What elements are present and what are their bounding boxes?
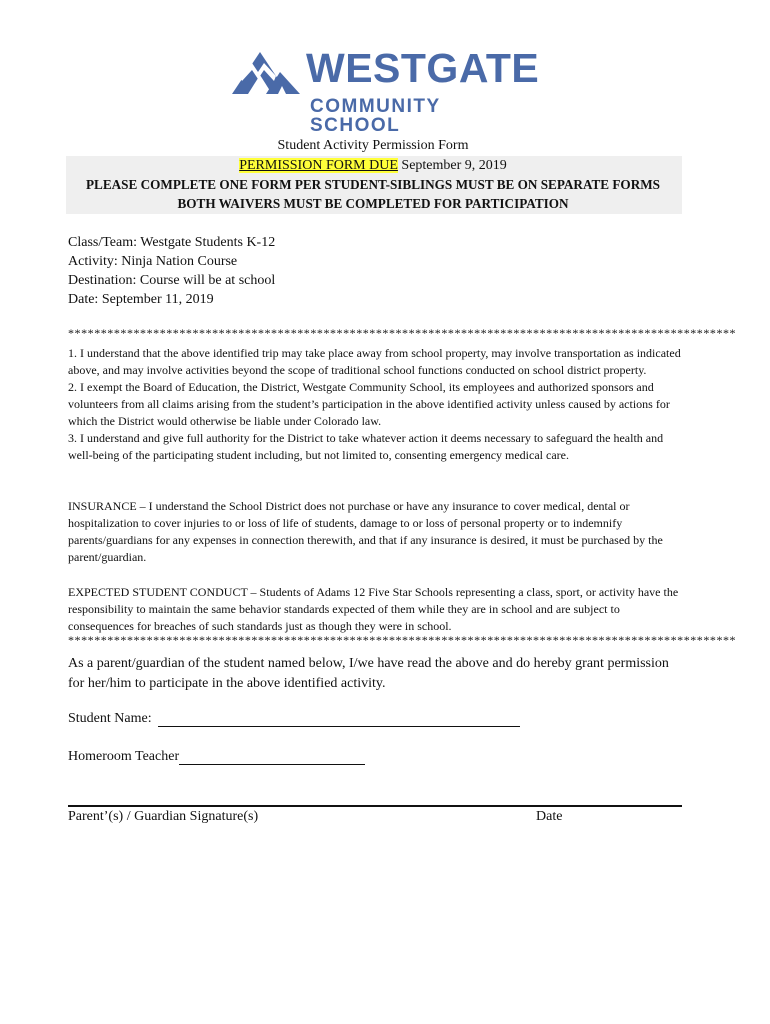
due-highlight: PERMISSION FORM DUE [239, 158, 398, 173]
homeroom-teacher-label: Homeroom Teacher [68, 749, 180, 764]
student-name-field[interactable] [68, 711, 520, 727]
instruction-siblings: PLEASE COMPLETE ONE FORM PER STUDENT-SIBLINGS MUST BE ON SEPARATE FORMS [86, 177, 660, 192]
logo-title: WESTGATE [306, 45, 540, 91]
homeroom-teacher-line[interactable] [179, 750, 365, 765]
separator-bottom: ****************************************************************************************************** [68, 633, 737, 647]
parent-signature-label: Parent’(s) / Guardian Signature(s) [68, 809, 259, 824]
activity-details [68, 233, 688, 309]
instruction-waivers: BOTH WAIVERS MUST BE COMPLETED FOR PARTICIPATION [177, 196, 569, 211]
homeroom-teacher-field[interactable] [68, 749, 365, 765]
destination: Destination: Course will be at school [68, 273, 276, 288]
school-logo [230, 45, 540, 136]
clause-2: 2. I exempt the Board of Education, the District, Westgate Community School, its employees and authorized sponsors and volunteers from all claims arising from the student’s participation in the above identified activity unless caused by actions for which the District would otherwise be liable under Colorado law. [68, 380, 670, 428]
form-title: Student Activity Permission Form [277, 138, 469, 153]
student-name-line[interactable] [158, 712, 520, 727]
conduct-paragraph: EXPECTED STUDENT CONDUCT – Students of Adams 12 Five Star Schools representing a class, sport, or activity have the responsibility to maintain the same behavior standards expected of them while they are in school and are subject to consequences for breaches of such standards just as though they were in school. [68, 585, 679, 633]
separator-top: ****************************************************************************************************** [68, 326, 737, 340]
student-name-label: Student Name: [68, 711, 152, 726]
clause-3: 3. I understand and give full authority for the District to take whatever action it deems necessary to safeguard the health and well-being of the participating student including, but not limited to, consenting emergency medical care. [68, 431, 664, 462]
insurance-paragraph: INSURANCE – I understand the School District does not purchase or have any insurance to cover medical, dental or hospitalization to cover injuries to or loss of life of students, damage to or loss of personal property or to indemnify parents/guardians for any expenses in connection therewith, and that if any insurance is desired, it must be purchased by the parent/guardian. [68, 499, 663, 564]
mountain-logo-icon [230, 48, 302, 96]
due-date: September 9, 2019 [397, 158, 507, 173]
logo-subtitle: COMMUNITY SCHOOL [310, 96, 441, 136]
clause-1: 1. I understand that the above identified trip may take place away from school property, may involve transportation as indicated above, and may involve activities beyond the scope of traditional school functions conducted on school district property. [68, 346, 681, 377]
signature-line[interactable] [68, 805, 682, 807]
signature-date-label: Date [536, 809, 563, 824]
activity-date: Date: September 11, 2019 [68, 292, 214, 307]
activity: Activity: Ninja Nation Course [68, 254, 238, 269]
due-date-line [0, 158, 746, 174]
waiver-clauses [68, 345, 684, 464]
class-team: Class/Team: Westgate Students K-12 [68, 235, 276, 250]
consent-statement: As a parent/guardian of the student named below, I/we have read the above and do hereby grant permission for her/him to participate in the above identified activity. [68, 656, 669, 691]
